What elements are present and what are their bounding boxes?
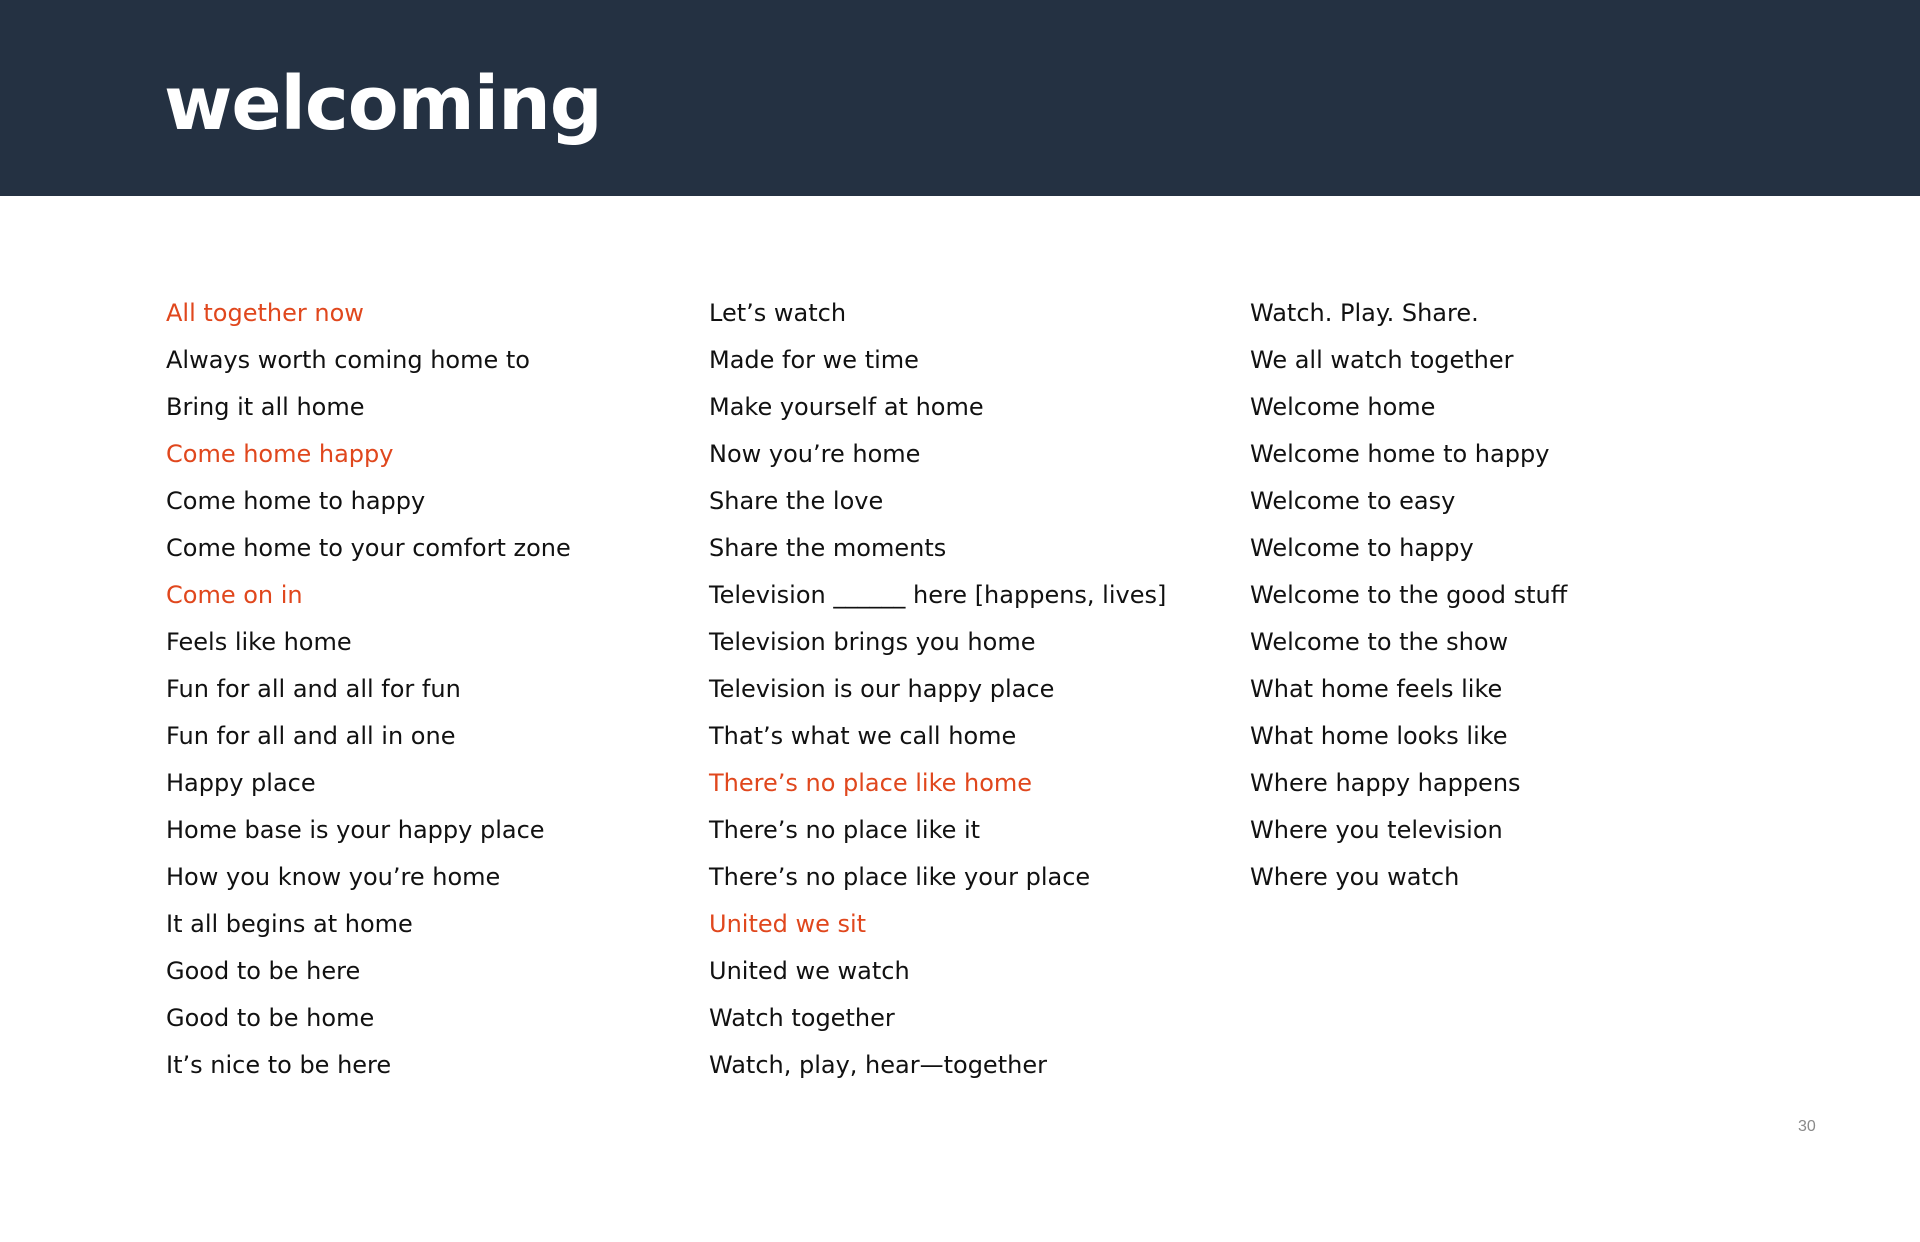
phrase-item: Where you watch <box>1250 863 1460 891</box>
phrase-item: Where happy happens <box>1250 769 1521 797</box>
header-banner <box>0 0 1920 196</box>
phrase-item: Come on in <box>166 581 303 609</box>
phrase-item: Welcome home to happy <box>1250 440 1550 468</box>
phrase-item: What home feels like <box>1250 675 1503 703</box>
phrase-item: Welcome home <box>1250 393 1436 421</box>
phrase-item: Always worth coming home to <box>166 346 530 374</box>
phrase-column-3 <box>1250 290 1567 901</box>
phrase-item: Welcome to easy <box>1250 487 1456 515</box>
phrase-item: Make yourself at home <box>709 393 984 421</box>
phrase-item: There’s no place like it <box>709 816 981 844</box>
phrase-item: What home looks like <box>1250 722 1508 750</box>
phrase-item: It all begins at home <box>166 910 413 938</box>
phrase-item: Good to be here <box>166 957 361 985</box>
phrase-item: Television brings you home <box>709 628 1036 656</box>
phrase-item: Fun for all and all in one <box>166 722 456 750</box>
phrase-column-1 <box>166 290 571 1089</box>
phrase-item: Come home happy <box>166 440 394 468</box>
phrase-item: Good to be home <box>166 1004 375 1032</box>
phrase-item: Where you television <box>1250 816 1503 844</box>
phrase-item: Fun for all and all for fun <box>166 675 461 703</box>
phrase-item: Welcome to happy <box>1250 534 1474 562</box>
phrase-item: Bring it all home <box>166 393 365 421</box>
phrase-item: Happy place <box>166 769 316 797</box>
phrase-item: Come home to happy <box>166 487 426 515</box>
page-number: 30 <box>1798 1118 1816 1135</box>
phrase-item: Watch together <box>709 1004 895 1032</box>
phrase-item: Share the moments <box>709 534 947 562</box>
phrase-column-2 <box>709 290 1166 1089</box>
phrase-item: United we sit <box>709 910 867 938</box>
phrase-item: Watch. Play. Share. <box>1250 299 1479 327</box>
phrase-item: Watch, play, hear—together <box>709 1051 1047 1079</box>
page-title: welcoming <box>164 61 602 147</box>
phrase-item: That’s what we call home <box>709 722 1017 750</box>
phrase-item: It’s nice to be here <box>166 1051 392 1079</box>
phrase-item: Now you’re home <box>709 440 921 468</box>
phrase-item: How you know you’re home <box>166 863 501 891</box>
phrase-item: Home base is your happy place <box>166 816 545 844</box>
phrase-item: Share the love <box>709 487 884 515</box>
phrase-item: Television is our happy place <box>709 675 1055 703</box>
phrase-item: Come home to your comfort zone <box>166 534 571 562</box>
phrase-item: Welcome to the good stuff <box>1250 581 1568 609</box>
phrase-item: Television ______ here [happens, lives] <box>709 581 1167 609</box>
phrase-item: Welcome to the show <box>1250 628 1509 656</box>
phrase-item: We all watch together <box>1250 346 1514 374</box>
phrase-item: Let’s watch <box>709 299 847 327</box>
phrase-item: There’s no place like home <box>709 769 1033 797</box>
phrase-item: Made for we time <box>709 346 919 374</box>
phrase-item: There’s no place like your place <box>709 863 1091 891</box>
phrase-item: United we watch <box>709 957 910 985</box>
phrase-item: All together now <box>166 299 364 327</box>
phrase-item: Feels like home <box>166 628 352 656</box>
